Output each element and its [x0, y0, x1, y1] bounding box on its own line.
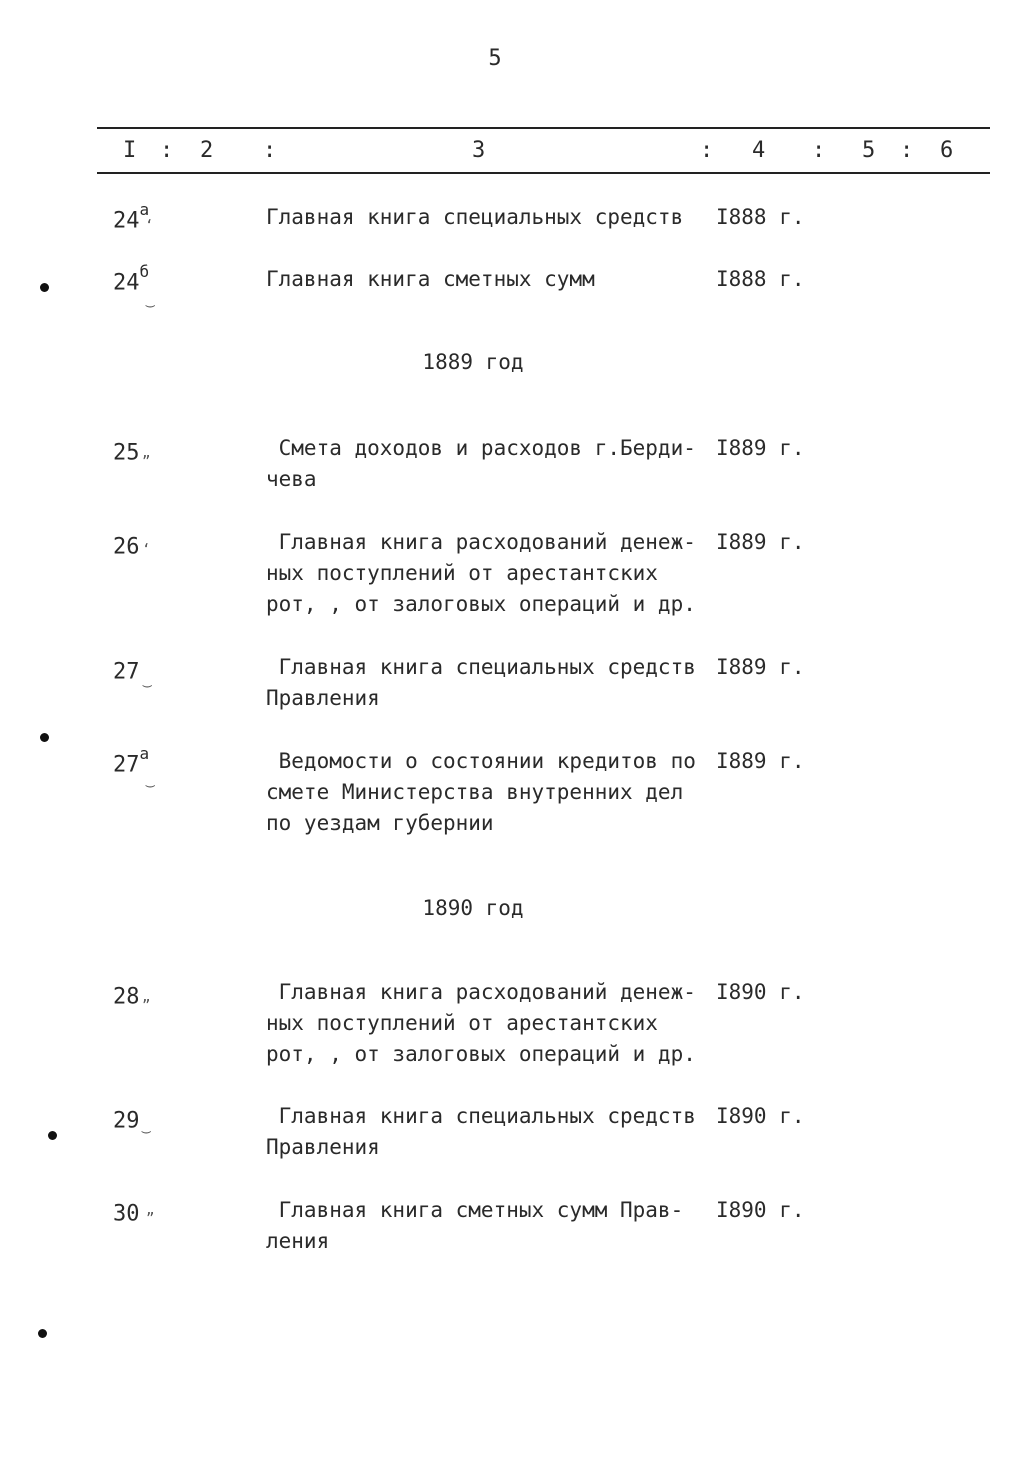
check-mark-icon: ‿: [146, 772, 155, 788]
punch-hole-icon: [38, 1329, 47, 1338]
check-mark-icon: ‿: [142, 1118, 151, 1134]
row-title: Главная книга сметных сумм Прав- ления: [266, 1198, 684, 1253]
check-mark-icon: ”: [146, 1211, 155, 1227]
column-separator: :: [263, 138, 277, 163]
row-number: 29: [113, 1108, 140, 1134]
row-title: Главная книга специальных средств: [266, 205, 684, 229]
row-year: I889 г.: [716, 436, 805, 460]
row-title: Ведомости о состоянии кредитов по смете Министерства внутренних дел по уездам губернии: [266, 749, 696, 835]
column-separator: :: [900, 138, 914, 163]
row-number: 30: [113, 1201, 140, 1227]
row-number: 27: [113, 659, 140, 685]
row-title: Главная книга расходований денеж- ных поступлений от арестантских рот, , от залоговых операций и др.: [266, 980, 696, 1066]
check-mark-icon: ‿: [143, 672, 152, 688]
check-mark-icon: ”: [142, 998, 151, 1014]
header-rule-top: [97, 127, 990, 129]
row-title: Главная книга расходований денеж- ных поступлений от арестантских рот, , от залоговых операций и др.: [266, 530, 696, 616]
column-separator: :: [812, 138, 826, 163]
row-number: 28: [113, 984, 140, 1010]
punch-hole-icon: [40, 283, 49, 292]
column-header-5: 5: [862, 138, 876, 163]
column-header-1: I: [123, 138, 137, 163]
punch-hole-icon: [40, 733, 49, 742]
check-mark-icon: ‿: [146, 292, 155, 308]
row-title: Главная книга специальных средств Правления: [266, 655, 696, 710]
column-header-2: 2: [200, 138, 214, 163]
section-heading: 1890 год: [422, 896, 524, 920]
row-title: Главная книга специальных средств Правления: [266, 1104, 696, 1159]
column-separator: :: [700, 138, 714, 163]
row-year: I888 г.: [716, 205, 805, 229]
column-header-3: 3: [472, 138, 486, 163]
row-year: I889 г.: [716, 655, 805, 679]
row-year: I889 г.: [716, 530, 805, 554]
check-mark-icon: ‘: [145, 218, 154, 234]
row-year: I888 г.: [716, 267, 805, 291]
row-number: $24^а$: [113, 200, 150, 234]
column-separator: :: [160, 138, 174, 163]
row-number: 26: [113, 534, 140, 560]
header-rule-bottom: [97, 172, 990, 174]
row-number: $27^а$: [113, 744, 150, 778]
column-header-4: 4: [752, 138, 766, 163]
check-mark-icon: ‘: [142, 542, 151, 558]
check-mark-icon: ”: [142, 454, 151, 470]
punch-hole-icon: [48, 1131, 57, 1140]
row-year: I890 г.: [716, 1198, 805, 1222]
row-title: Смета доходов и расходов г.Берди- чева: [266, 436, 696, 491]
row-year: I890 г.: [716, 1104, 805, 1128]
page-number: 5: [488, 46, 502, 71]
row-year: I890 г.: [716, 980, 805, 1004]
section-heading: 1889 год: [422, 350, 524, 374]
row-year: I889 г.: [716, 749, 805, 773]
column-header-6: 6: [940, 138, 954, 163]
row-number: $24^б$: [113, 262, 150, 296]
row-title: Главная книга сметных сумм: [266, 267, 595, 291]
row-number: 25: [113, 440, 140, 466]
